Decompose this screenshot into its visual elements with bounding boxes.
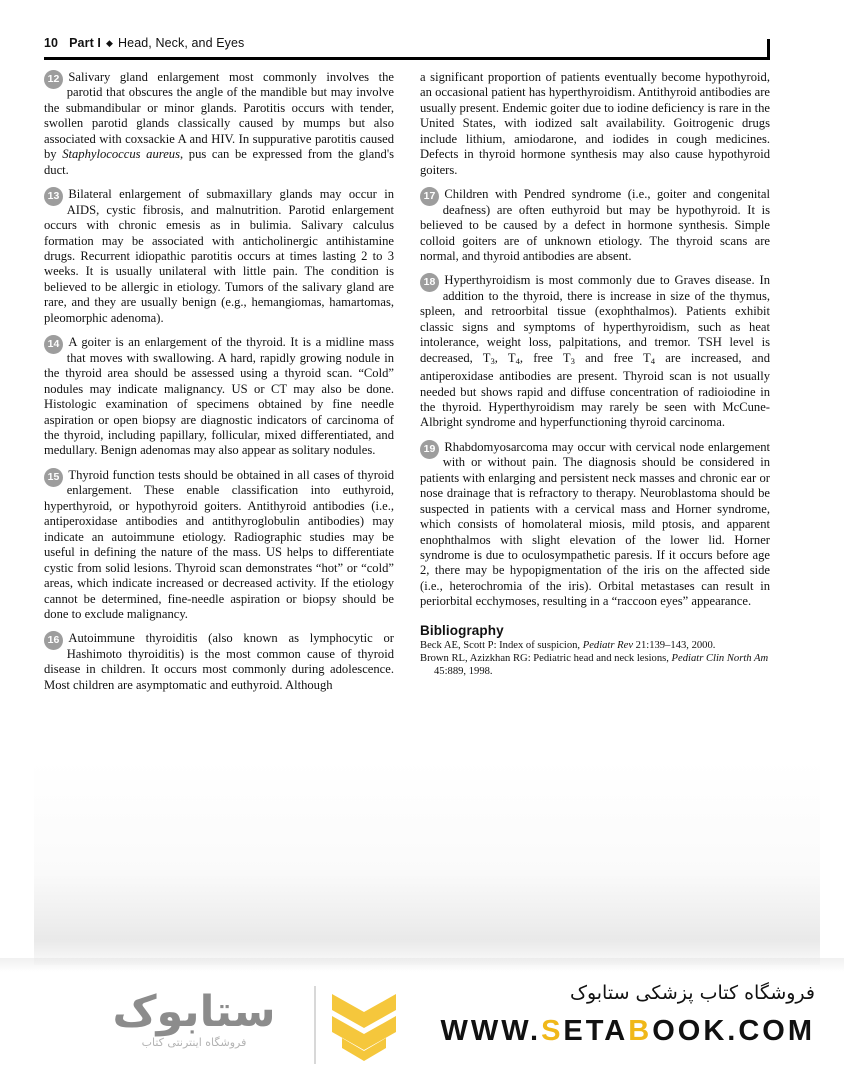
numbered-item — [44, 468, 394, 623]
subscript: 3 — [570, 355, 575, 366]
diamond-separator-icon: ◆ — [105, 38, 114, 48]
item-text-part: , pus can be expressed from the gland's duct. — [44, 147, 394, 177]
running-head-title: Head, Neck, and Eyes — [118, 36, 245, 50]
bibliography-heading: Bibliography — [420, 622, 504, 638]
bibliography-entry — [420, 653, 770, 679]
continued-paragraph — [420, 70, 770, 178]
item-number-badge: 18 — [420, 273, 439, 292]
subscript: 4 — [515, 355, 520, 366]
reference-citation: 21:139–143, 2000. — [633, 639, 716, 651]
chevron-stack-icon — [328, 990, 400, 1062]
reference-journal: Pediatr Rev — [582, 639, 634, 651]
scan-shading — [34, 760, 820, 965]
numbered-item — [420, 273, 770, 430]
running-head — [44, 36, 774, 50]
url-part-ook-com: OOK.COM — [652, 1015, 815, 1047]
url-part-www: WWW. — [440, 1015, 542, 1047]
page-folio-number: 10 — [44, 36, 59, 50]
numbered-item — [44, 70, 394, 178]
setabook-logo[interactable] — [66, 978, 366, 1074]
logo-wordmark-text: ستابوک — [112, 987, 276, 1037]
item-text — [44, 70, 394, 178]
item-number-badge: 19 — [420, 440, 439, 459]
reference-authors: Beck AE, Scott P: Index of suspicion, — [420, 639, 583, 651]
logo-divider — [314, 986, 316, 1064]
left-column — [44, 70, 394, 702]
item-text: Rhabdomyosarcoma may occur with cervical node enlargement with or without pain. The diagnosis should be considered in patients with enlarging and persistent neck masses and chronic ear or nose drainage that is refractory to therapy. Neuroblastoma should be suspected in patients with a cervical mass and Horner syndrome, which consists of homolateral miosis, mild ptosis, and apparent enophthalmos with slight elevation of the lower lid. Horner syndrome is due to oculosympathetic paresis. If it occurs before age 2, there may be hypopigmentation of the iris on the affected side (i.e., heterochromia of the iris). Orbital metastases can result in periorbital ecchymoses, resulting in a “raccoon eyes” appearance. — [420, 439, 770, 609]
url-part-s: S — [541, 1015, 564, 1047]
footer-website-url[interactable] — [440, 1015, 815, 1048]
item-number-badge: 13 — [44, 187, 63, 206]
footer-tagline-fa: فروشگاه کتاب پزشکی ستابوک — [569, 982, 815, 1004]
numbered-item — [420, 187, 770, 264]
reference-citation: 45:889, 1998. — [434, 665, 493, 677]
body-columns — [44, 70, 770, 702]
part-label: Part I — [69, 36, 101, 50]
numbered-item — [420, 440, 770, 610]
right-column — [420, 70, 770, 702]
item-number-badge: 16 — [44, 631, 63, 650]
item-number-badge: 12 — [44, 70, 63, 89]
item-text: Bilateral enlargement of submaxillary glands may occur in AIDS, cystic fibrosis, and malnutrition. Parotid enlargement occurs with chronic emesis as in bulimia. Salivary calculus formation may be associated with anticholinergic antihistamine drugs. Recurrent idiopathic parotitis occurs at times lasting 2 to 3 weeks. It is usually unilateral with little pain. The condition is believed to be allergic in etiology. Tumors of the salivary gland are rare, and they are usually benign (e.g., hemangiomas, hamartomas, pleomorphic adenoma). — [44, 187, 394, 325]
numbered-item — [44, 187, 394, 326]
running-head-rule — [44, 57, 770, 60]
footer-advert — [0, 972, 844, 1080]
item-text: Children with Pendred syndrome (i.e., goiter and congenital deafness) are often euthyroid but may be hypothyroid. It is believed to be caused by a defect in hormone synthesis. Simple colloid goiters are of unknown etiology. The thyroid scans are normal, and thyroid antibodies are absent. — [420, 187, 770, 263]
item-text: Autoimmune thyroiditis (also known as lymphocytic or Hashimoto thyroiditis) is the most common cause of thyroid disease in children. It occurs most commonly during adolescence. Most children are asymptomatic and euthyroid. Although — [44, 631, 394, 692]
item-text: Thyroid function tests should be obtained in all cases of thyroid enlargement. These enable classification into euthyroid, hyperthyroid, or hypothyroid goiters. Antithyroid antibodies (i.e., antiperoxidase antibodies and antithyroglobulin antibodies) may indicate an autoimmune etiology. Radiographic studies may be useful in defining the nature of the mass. US helps to differentiate cystic from solid lesions. Thyroid scan demonstrates “hot” or “cold” areas, which indicate increased or decreased activity. If the etiology cannot be determined, fine-needle aspiration or biopsy should be done to exclude malignancy. — [44, 467, 394, 621]
url-part-eta: ETA — [563, 1015, 629, 1047]
item-number-badge: 15 — [44, 468, 63, 487]
bibliography-section — [420, 623, 770, 679]
item-text: A goiter is an enlargement of the thyroid. It is a midline mass that moves with swallowing. A hard, rapidly growing nodule in the thyroid area should be assessed using a thyroid scan. “Cold” nodules may indicate malignancy. US or CT may also be done. Histologic examination of specimens obtained by fine needle aspiration or open biopsy are diagnostic indicators of carcinoma of the thyroid, including papillary, follicular, mixed differentiated, and medullary. Benign adenomas may also appear as solitary nodules. — [44, 335, 394, 458]
running-head-end-tick — [767, 39, 770, 60]
item-text: a significant proportion of patients eventually become hypothyroid, an occasional patient has hyperthyroidism. Antithyroid antibodies are usually present. Endemic goiter due to iodine deficiency is rare in the United States, with iodized salt availability. Goitrogenic drugs include lithium, amiodarone, and iodides in cough medicines. Defects in thyroid hormone synthesis may also cause hypothyroid goiters. — [420, 70, 770, 177]
subscript: 4 — [650, 355, 656, 366]
url-part-b: B — [628, 1015, 653, 1047]
reference-journal: Pediatr Clin North Am — [671, 652, 769, 664]
item-text-part: Salivary gland enlargement most commonly involves the parotid that obscures the angle of the mandible but may involve the submandibular or minor glands. Parotitis occurs with tender, swollen parotid glands classically caused by mumps but also associated with coxsackie A and HIV. In suppurative parotitis caused by — [44, 70, 394, 162]
numbered-item — [44, 631, 394, 693]
bibliography-entry — [420, 640, 770, 653]
item-text: Hyperthyroidism is most commonly due to Graves disease. In addition to the thyroid, there is increase in size of the thymus, spleen, and retroorbital tissue (exophthalmos). Patients exhibit classic signs and symptoms of hyperthyroidism, such as heat intolerance, weight loss, palpitations, and tremor. TSH level is decreased, $T_3$, $T_4$, free $T_3$ and free $T_4$ are increased, and antiperoxidase antibodies are present. Thyroid scan is not usually needed but shows rapid and diffuse concentration of radioiodine in the thyroid. Hyperthyroidism may rarely be seen with McCune-Albright syndrome and hyperfunctioning thyroid carcinoma. — [420, 273, 770, 430]
logo-subtitle: فروشگاه اینترنتی کتاب — [141, 1036, 247, 1049]
italic-term: Staphylococcus aureus — [62, 147, 180, 162]
logo-wordmark — [84, 984, 304, 1040]
item-number-badge: 14 — [44, 335, 63, 354]
subscript: 3 — [490, 355, 495, 366]
reference-authors: Brown RL, Azizkhan RG: Pediatric head and neck lesions, — [420, 652, 672, 664]
item-number-badge: 17 — [420, 187, 439, 206]
scan-shading-edge — [0, 958, 844, 972]
numbered-item — [44, 335, 394, 459]
